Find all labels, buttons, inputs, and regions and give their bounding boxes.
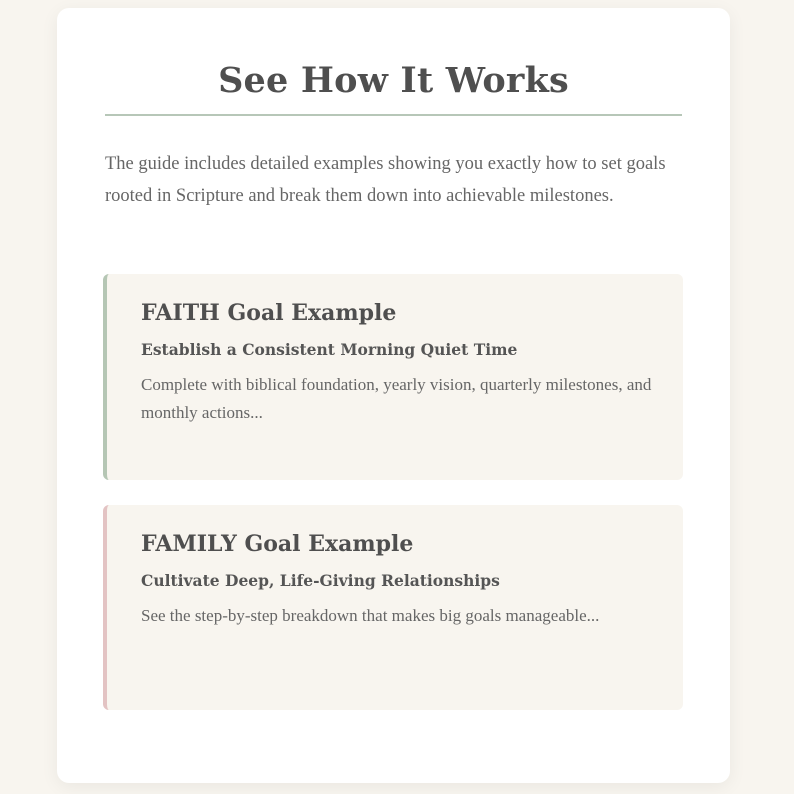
example-title: FAMILY Goal Example bbox=[141, 531, 414, 557]
example-subtitle: Establish a Consistent Morning Quiet Time bbox=[141, 340, 518, 359]
example-title: FAITH Goal Example bbox=[141, 300, 397, 326]
example-subtitle: Cultivate Deep, Life-Giving Relationships bbox=[141, 571, 500, 590]
example-description: Complete with biblical foundation, yearly vision, quarterly milestones, and monthly actions... bbox=[141, 375, 652, 422]
content-card bbox=[57, 8, 730, 783]
faith-goal-example bbox=[103, 274, 683, 480]
section-title: See How It Works bbox=[218, 60, 569, 101]
example-description: See the step-by-step breakdown that makes big goals manageable... bbox=[141, 606, 600, 625]
title-divider bbox=[105, 114, 682, 116]
family-goal-example bbox=[103, 505, 683, 710]
section-intro: The guide includes detailed examples showing you exactly how to set goals rooted in Scripture and break them down into achievable milestones. bbox=[105, 154, 666, 206]
